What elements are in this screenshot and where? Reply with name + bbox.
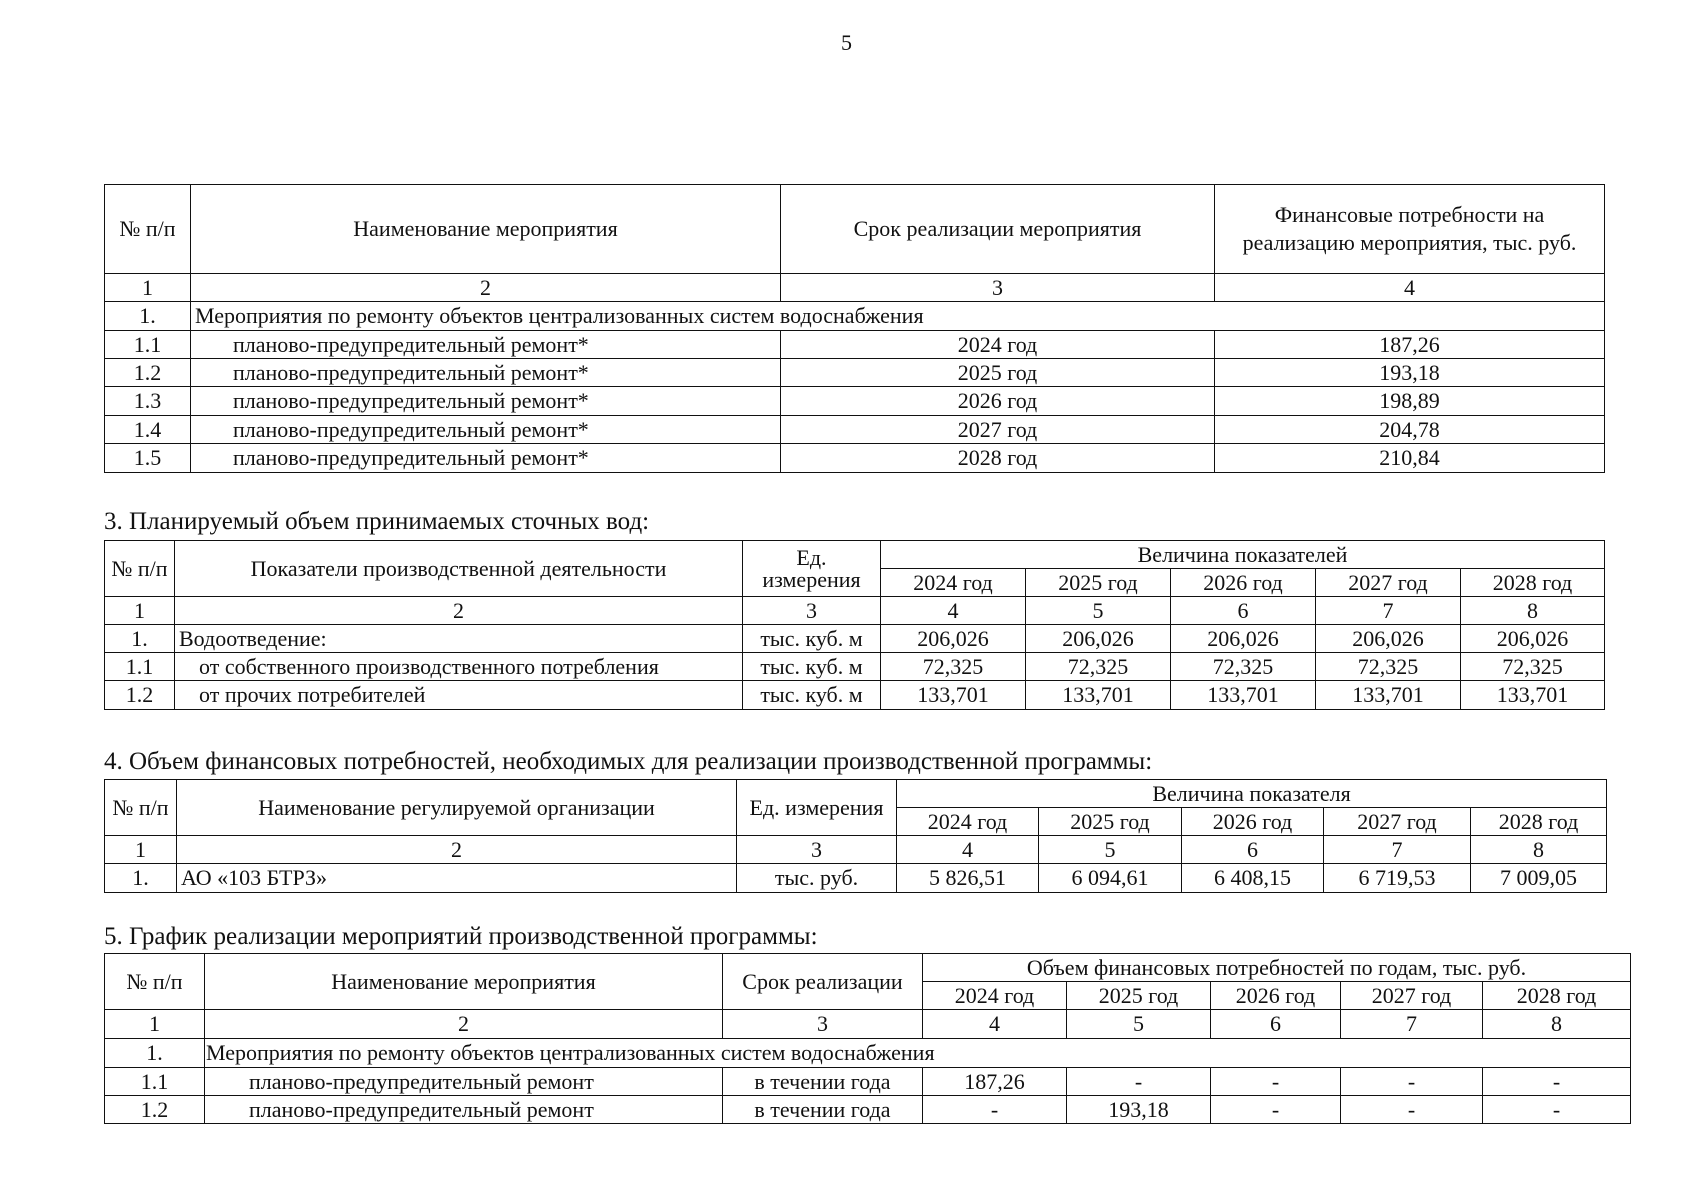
header-year: 2025 год xyxy=(1067,982,1211,1010)
col-number: 4 xyxy=(881,597,1026,625)
header-number: № п/п xyxy=(105,954,205,1010)
event-name: планово-предупредительный ремонт* xyxy=(191,416,781,444)
value-cell: 133,701 xyxy=(1026,681,1171,710)
header-year: 2026 год xyxy=(1182,808,1324,836)
row-number: 1. xyxy=(105,864,177,893)
header-number: № п/п xyxy=(105,541,175,597)
header-year: 2025 год xyxy=(1026,569,1171,597)
col-number: 2 xyxy=(191,274,781,302)
column-numbers-row xyxy=(105,1010,1631,1039)
event-value: 193,18 xyxy=(1215,359,1605,387)
header-year: 2026 год xyxy=(1211,982,1341,1010)
section-3-title: 3. Планируемый объем принимаемых сточных вод: xyxy=(104,508,650,535)
value-cell: 6 094,61 xyxy=(1039,864,1182,893)
col-number: 7 xyxy=(1316,597,1461,625)
col-number: 6 xyxy=(1211,1010,1341,1039)
value-cell: 6 719,53 xyxy=(1324,864,1471,893)
event-value: 204,78 xyxy=(1215,416,1605,444)
row-number: 1.2 xyxy=(105,681,175,710)
col-number: 3 xyxy=(743,597,881,625)
page-number: 5 xyxy=(841,30,852,55)
header-unit: Ед. измерения xyxy=(737,780,897,836)
col-number: 5 xyxy=(1039,836,1182,864)
row-number: 1.2 xyxy=(105,1096,205,1124)
indicator-name: от прочих потребителей xyxy=(175,681,743,710)
header-year: 2027 год xyxy=(1324,808,1471,836)
unit: тыс. куб. м xyxy=(743,653,881,681)
event-name: планово-предупредительный ремонт* xyxy=(191,444,781,473)
column-numbers-row xyxy=(105,274,1605,302)
header-year: 2026 год xyxy=(1171,569,1316,597)
event-term: в течении года xyxy=(723,1096,923,1124)
table-header-row xyxy=(105,541,1605,569)
event-name: планово-предупредительный ремонт* xyxy=(191,359,781,387)
header-event-name: Наименование мероприятия xyxy=(205,954,723,1010)
header-values-group: Величина показателей xyxy=(881,541,1605,569)
value-cell: - xyxy=(1341,1068,1483,1096)
col-number: 8 xyxy=(1461,597,1605,625)
header-year: 2028 год xyxy=(1461,569,1605,597)
value-cell: - xyxy=(1211,1096,1341,1124)
value-cell: 206,026 xyxy=(881,625,1026,653)
value-cell: 133,701 xyxy=(881,681,1026,710)
col-number: 1 xyxy=(105,597,175,625)
row-number: 1.1 xyxy=(105,653,175,681)
row-number: 1. xyxy=(105,302,191,331)
header-organization: Наименование регулируемой организации xyxy=(177,780,737,836)
header-term: Срок реализации мероприятия xyxy=(781,185,1215,274)
group-row xyxy=(105,1039,1631,1068)
header-year: 2027 год xyxy=(1341,982,1483,1010)
header-event-name: Наименование мероприятия xyxy=(191,185,781,274)
table-header-row xyxy=(105,780,1607,808)
section-4-title: 4. Объем финансовых потребностей, необходимых для реализации производственной программы: xyxy=(104,748,1153,775)
header-values-group: Объем финансовых потребностей по годам, тыс. руб. xyxy=(923,954,1631,982)
header-year: 2028 год xyxy=(1483,982,1631,1010)
group-name: Мероприятия по ремонту объектов централизованных систем водоснабжения xyxy=(191,302,1605,331)
table-row xyxy=(105,864,1607,893)
col-number: 1 xyxy=(105,1010,205,1039)
financial-needs-table xyxy=(104,779,1607,893)
col-number: 3 xyxy=(737,836,897,864)
event-term: 2026 год xyxy=(781,387,1215,416)
section-5-title: 5. График реализации мероприятий производственной программы: xyxy=(104,923,818,950)
header-values-group: Величина показателя xyxy=(897,780,1607,808)
event-term: 2025 год xyxy=(781,359,1215,387)
table-row xyxy=(105,625,1605,653)
value-cell: - xyxy=(1067,1068,1211,1096)
value-cell: - xyxy=(1483,1068,1631,1096)
col-number: 7 xyxy=(1341,1010,1483,1039)
event-value: 198,89 xyxy=(1215,387,1605,416)
group-name: Мероприятия по ремонту объектов централизованных систем водоснабжения xyxy=(205,1039,1631,1068)
value-cell: 133,701 xyxy=(1461,681,1605,710)
row-number: 1.3 xyxy=(105,387,191,416)
event-term: 2024 год xyxy=(781,331,1215,359)
indicator-name: Водоотведение: xyxy=(175,625,743,653)
col-number: 2 xyxy=(177,836,737,864)
header-year: 2024 год xyxy=(923,982,1067,1010)
event-term: 2028 год xyxy=(781,444,1215,473)
column-numbers-row xyxy=(105,597,1605,625)
col-number: 5 xyxy=(1067,1010,1211,1039)
value-cell: - xyxy=(1211,1068,1341,1096)
col-number: 8 xyxy=(1483,1010,1631,1039)
value-cell: 206,026 xyxy=(1026,625,1171,653)
unit: тыс. куб. м xyxy=(743,625,881,653)
table-header-row xyxy=(105,185,1605,274)
col-number: 7 xyxy=(1324,836,1471,864)
header-year: 2028 год xyxy=(1471,808,1607,836)
header-number: № п/п xyxy=(105,780,177,836)
value-cell: - xyxy=(1483,1096,1631,1124)
table-row xyxy=(105,1096,1631,1124)
table-row xyxy=(105,1068,1631,1096)
value-cell: 72,325 xyxy=(1171,653,1316,681)
header-term: Срок реализации xyxy=(723,954,923,1010)
row-number: 1.2 xyxy=(105,359,191,387)
value-cell: 72,325 xyxy=(1026,653,1171,681)
table-row xyxy=(105,359,1605,387)
event-name: планово-предупредительный ремонт* xyxy=(191,387,781,416)
col-number: 1 xyxy=(105,274,191,302)
header-number: № п/п xyxy=(105,185,191,274)
col-number: 4 xyxy=(897,836,1039,864)
value-cell: 193,18 xyxy=(1067,1096,1211,1124)
value-cell: 133,701 xyxy=(1316,681,1461,710)
header-unit: Ед. измерения xyxy=(743,541,881,597)
unit: тыс. руб. xyxy=(737,864,897,893)
indicator-name: от собственного производственного потребления xyxy=(175,653,743,681)
col-number: 1 xyxy=(105,836,177,864)
row-number: 1.1 xyxy=(105,331,191,359)
value-cell: 7 009,05 xyxy=(1471,864,1607,893)
header-year: 2024 год xyxy=(897,808,1039,836)
value-cell: 6 408,15 xyxy=(1182,864,1324,893)
header-indicator: Показатели производственной деятельности xyxy=(175,541,743,597)
table-row xyxy=(105,331,1605,359)
value-cell: 72,325 xyxy=(1461,653,1605,681)
value-cell: 72,325 xyxy=(1316,653,1461,681)
header-year: 2024 год xyxy=(881,569,1026,597)
col-number: 3 xyxy=(781,274,1215,302)
row-number: 1.5 xyxy=(105,444,191,473)
value-cell: 5 826,51 xyxy=(897,864,1039,893)
header-year: 2025 год xyxy=(1039,808,1182,836)
col-number: 6 xyxy=(1182,836,1324,864)
row-number: 1.4 xyxy=(105,416,191,444)
col-number: 2 xyxy=(205,1010,723,1039)
event-name: планово-предупредительный ремонт xyxy=(205,1096,723,1124)
header-year: 2027 год xyxy=(1316,569,1461,597)
event-value: 187,26 xyxy=(1215,331,1605,359)
col-number: 3 xyxy=(723,1010,923,1039)
table-row xyxy=(105,444,1605,473)
value-cell: 187,26 xyxy=(923,1068,1067,1096)
header-financial-needs: Финансовые потребности на реализацию мероприятия, тыс. руб. xyxy=(1215,185,1605,274)
value-cell: 72,325 xyxy=(881,653,1026,681)
wastewater-volume-table xyxy=(104,540,1605,710)
value-cell: 206,026 xyxy=(1171,625,1316,653)
table-row xyxy=(105,681,1605,710)
col-number: 6 xyxy=(1171,597,1316,625)
table-row xyxy=(105,387,1605,416)
value-cell: - xyxy=(1341,1096,1483,1124)
value-cell: 133,701 xyxy=(1171,681,1316,710)
row-number: 1.1 xyxy=(105,1068,205,1096)
event-name: планово-предупредительный ремонт* xyxy=(191,331,781,359)
row-number: 1. xyxy=(105,1039,205,1068)
col-number: 4 xyxy=(1215,274,1605,302)
value-cell: 206,026 xyxy=(1461,625,1605,653)
col-number: 5 xyxy=(1026,597,1171,625)
value-cell: 206,026 xyxy=(1316,625,1461,653)
event-name: планово-предупредительный ремонт xyxy=(205,1068,723,1096)
events-table xyxy=(104,184,1605,473)
row-number: 1. xyxy=(105,625,175,653)
value-cell: - xyxy=(923,1096,1067,1124)
table-row xyxy=(105,653,1605,681)
col-number: 4 xyxy=(923,1010,1067,1039)
event-term: в течении года xyxy=(723,1068,923,1096)
column-numbers-row xyxy=(105,836,1607,864)
event-term: 2027 год xyxy=(781,416,1215,444)
table-header-row xyxy=(105,954,1631,982)
schedule-table xyxy=(104,953,1631,1124)
col-number: 2 xyxy=(175,597,743,625)
col-number: 8 xyxy=(1471,836,1607,864)
organization-name: АО «103 БТРЗ» xyxy=(177,864,737,893)
table-row xyxy=(105,416,1605,444)
unit: тыс. куб. м xyxy=(743,681,881,710)
group-row xyxy=(105,302,1605,331)
event-value: 210,84 xyxy=(1215,444,1605,473)
